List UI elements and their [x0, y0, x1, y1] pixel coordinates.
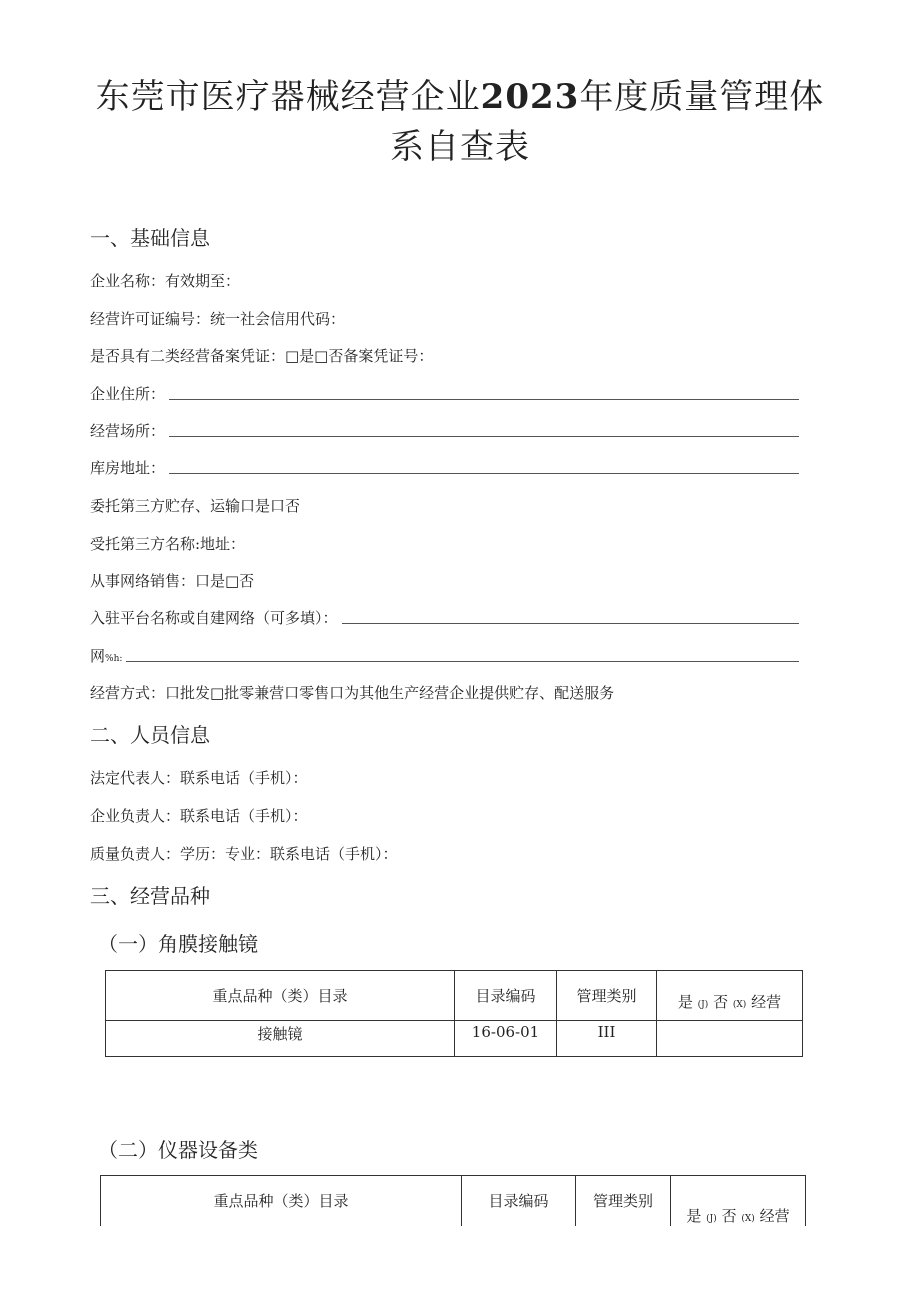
table-header-row [101, 1176, 806, 1227]
table-header-row [106, 971, 803, 1021]
equipment-table [100, 1175, 806, 1226]
site-label: 经营场所： [90, 422, 166, 440]
title-line-1: 东莞市医疗器械经营企业2023年度质量管理体 [95, 77, 825, 117]
site-row [90, 420, 799, 441]
header-operation: 是 (J) 否 (X) 经营 [657, 971, 803, 1021]
license-field: 经营许可证编号：统一社会信用代码： [90, 310, 346, 328]
sub2-heading: （二）仪器设备类 [98, 1138, 258, 1162]
address-input-line[interactable] [169, 385, 799, 400]
section-personnel-heading: 二、人员信息 [90, 723, 210, 747]
cell-operation-input[interactable] [657, 1021, 803, 1057]
equipment-table-clip [100, 1175, 810, 1226]
third-party-field: 委托第三方贮存、运输口是口否 [90, 497, 301, 515]
page-title [60, 72, 860, 172]
warehouse-label: 库房地址： [90, 459, 166, 477]
address-label: 企业住所： [90, 385, 166, 403]
third-party-name-field: 受托第三方名称:地址： [90, 535, 246, 553]
header-operation: 是 (J) 否 (X) 经营 [671, 1176, 806, 1227]
company-field: 企业名称：有效期至： [90, 272, 241, 290]
sub1-heading: （一）角膜接触镜 [98, 932, 258, 956]
header-catalog: 重点品种（类）目录 [101, 1176, 462, 1227]
legal-rep-field: 法定代表人：联系电话（手机）： [90, 769, 308, 787]
cell-name: 接触镜 [106, 1021, 455, 1057]
platform-label: 入驻平台名称或自建网络（可多填）： [90, 609, 338, 627]
cell-code: 16-06-01 [455, 1021, 557, 1057]
header-catalog: 重点品种（类）目录 [106, 971, 455, 1021]
contact-lens-table [105, 970, 803, 1057]
cell-class: III [557, 1021, 657, 1057]
section-products-heading: 三、经营品种 [90, 884, 210, 908]
company-head-field: 企业负责人：联系电话（手机）： [90, 807, 308, 825]
title-line-2: 系自查表 [390, 127, 530, 167]
business-mode-field: 经营方式：口批发□批零兼营口零售口为其他生产经营企业提供贮存、配送服务 [90, 684, 615, 702]
online-sales-field: 从事网络销售：口是□否 [90, 572, 255, 590]
header-class: 管理类别 [557, 971, 657, 1021]
platform-row [90, 607, 799, 628]
class2-field: 是否具有二类经营备案凭证：□是□否备案凭证号： [90, 347, 434, 365]
header-code: 目录编码 [462, 1176, 576, 1227]
address-row [90, 383, 799, 404]
warehouse-row [90, 457, 799, 478]
table-row [106, 1021, 803, 1057]
website-label: 网%h: [90, 647, 123, 665]
website-row [90, 645, 799, 666]
quality-head-field: 质量负责人：学历：专业：联系电话（手机）： [90, 845, 398, 863]
header-class: 管理类别 [576, 1176, 671, 1227]
warehouse-input-line[interactable] [169, 459, 799, 474]
website-input-line[interactable] [126, 647, 799, 662]
header-code: 目录编码 [455, 971, 557, 1021]
platform-input-line[interactable] [342, 609, 799, 624]
section-basic-heading: 一、基础信息 [90, 226, 210, 250]
site-input-line[interactable] [169, 422, 799, 437]
